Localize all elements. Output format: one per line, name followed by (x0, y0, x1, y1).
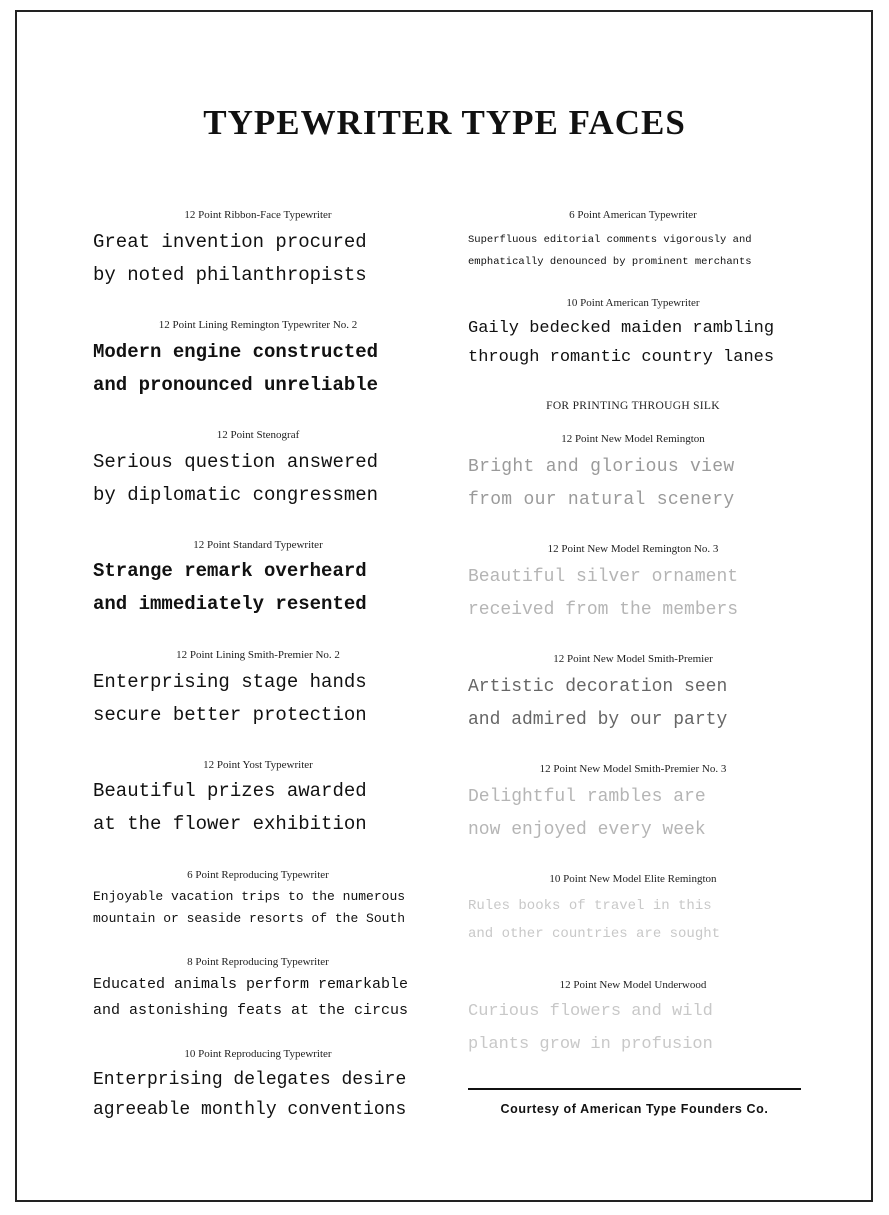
specimen-label: 10 Point Reproducing Typewriter (184, 1048, 332, 1060)
specimen-label: 6 Point American Typewriter (569, 209, 697, 221)
specimen-line: received from the members (468, 600, 739, 620)
specimen-line: and admired by our party (468, 710, 728, 730)
specimen-line: Delightful rambles are (468, 787, 706, 807)
specimen-label: 12 Point Ribbon-Face Typewriter (184, 209, 332, 221)
specimen-line: by diplomatic congressmen (93, 484, 379, 506)
specimen-line: Rules books of travel in this (468, 898, 712, 914)
specimen-line: emphatically denounced by prominent merchants (468, 256, 752, 268)
specimen-line: now enjoyed every week (468, 820, 706, 840)
specimen-line: Beautiful silver ornament (468, 567, 739, 587)
specimen-line: Great invention procured (93, 231, 367, 253)
specimen-line: Strange remark overheard (93, 560, 367, 582)
specimen-line: and pronounced unreliable (93, 374, 379, 396)
specimen-line: secure better protection (93, 704, 367, 726)
specimen-line: Serious question answered (93, 451, 379, 473)
specimen-label: 12 Point Stenograf (216, 429, 300, 441)
specimen-label: 12 Point New Model Smith-Premier (553, 653, 713, 665)
specimen-label: 12 Point New Model Remington (561, 433, 705, 445)
specimen-label: 12 Point Standard Typewriter (193, 539, 323, 551)
specimen-line: at the flower exhibition (93, 813, 367, 835)
specimen-line: Beautiful prizes awarded (93, 780, 367, 802)
specimen-line: Enjoyable vacation trips to the numerous (93, 889, 406, 904)
specimen-line: Bright and glorious view (468, 457, 735, 477)
specimen-line: Enterprising delegates desire (93, 1070, 407, 1090)
specimen-line: Artistic decoration seen (468, 677, 728, 697)
specimen-line: Gaily bedecked maiden rambling (468, 319, 775, 338)
specimen-line: from our natural scenery (468, 490, 735, 510)
specimen-line: and other countries are sought (468, 926, 721, 942)
specimen-line: Superfluous editorial comments vigorously and (468, 234, 752, 246)
silk-section-heading: FOR PRINTING THROUGH SILK (546, 400, 720, 412)
specimen-label: 10 Point American Typewriter (566, 297, 700, 309)
courtesy-credit: Courtesy of American Type Founders Co. (500, 1102, 769, 1116)
specimen-line: agreeable monthly conventions (93, 1100, 407, 1120)
specimen-label: 8 Point Reproducing Typewriter (187, 956, 329, 968)
specimen-line: Enterprising stage hands (93, 671, 367, 693)
specimen-label: 6 Point Reproducing Typewriter (187, 869, 329, 881)
specimen-line: Curious flowers and wild (468, 1002, 713, 1021)
specimen-label: 10 Point New Model Elite Remington (549, 873, 717, 885)
specimen-label: 12 Point Lining Smith-Premier No. 2 (176, 649, 340, 661)
specimen-label: 12 Point New Model Remington No. 3 (547, 543, 719, 555)
specimen-line: Educated animals perform remarkable (93, 976, 409, 993)
specimen-line: through romantic country lanes (468, 348, 775, 367)
specimen-label: 12 Point New Model Underwood (559, 979, 707, 991)
specimen-label: 12 Point New Model Smith-Premier No. 3 (539, 763, 727, 775)
divider-rule (468, 1088, 801, 1090)
specimen-line: plants grow in profusion (468, 1035, 713, 1054)
specimen-line: and astonishing feats at the circus (93, 1002, 409, 1019)
specimen-line: by noted philanthropists (93, 264, 367, 286)
specimen-line: mountain or seaside resorts of the South (93, 911, 406, 926)
specimen-label: 12 Point Yost Typewriter (203, 759, 313, 771)
specimen-label: 12 Point Lining Remington Typewriter No. 2 (158, 319, 358, 331)
page-title: TYPEWRITER TYPE FACES (203, 103, 686, 142)
specimen-line: Modern engine constructed (93, 341, 379, 363)
specimen-line: and immediately resented (93, 593, 367, 615)
